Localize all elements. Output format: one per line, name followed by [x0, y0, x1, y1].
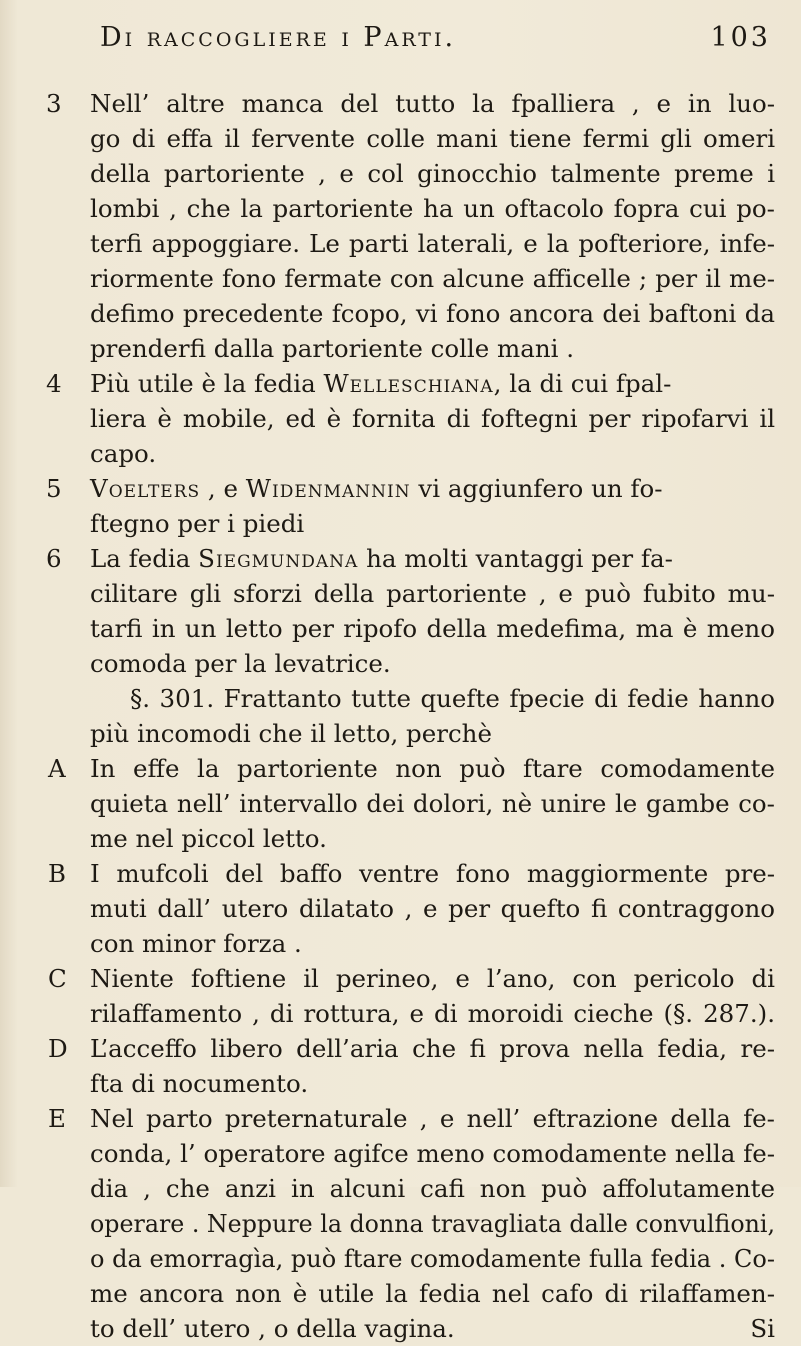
text-line: [0, 786, 801, 821]
text-segment: della partoriente , e col ginocchio talmente preme i: [90, 159, 776, 188]
line-text: [90, 191, 775, 226]
line-text: [90, 1101, 775, 1136]
catchword: Si: [750, 1314, 775, 1343]
text-line: [0, 1241, 801, 1276]
text-line: [0, 401, 801, 436]
text-segment: , e: [200, 474, 246, 503]
line-text: [90, 646, 391, 681]
text-segment: cilitare gli sforzi della partoriente , e può fubito mu-: [90, 579, 775, 608]
text-segment: con minor forza .: [90, 929, 302, 958]
body-text: [0, 86, 801, 1346]
text-line: [0, 226, 801, 261]
text-line: [0, 611, 801, 646]
text-line: [0, 1101, 801, 1136]
small-caps-name: Voelters: [90, 474, 201, 503]
margin-marker: 5: [46, 474, 62, 503]
text-segment: Nel parto preternaturale , e nell’ eftrazione della fe-: [90, 1104, 775, 1133]
line-text: [90, 401, 775, 436]
text-segment: I mufcoli del baffo ventre fono maggiormente pre-: [90, 859, 776, 888]
text-line: [0, 191, 801, 226]
text-segment: ftegno per i piedi: [90, 509, 305, 538]
margin-marker: C: [48, 964, 67, 993]
line-text: [90, 1031, 775, 1066]
text-segment: capo.: [90, 439, 157, 468]
line-text: [90, 821, 327, 856]
text-segment: §. 301. Frattanto tutte quefte fpecie di fedie hanno: [130, 684, 776, 713]
margin-marker: E: [48, 1104, 66, 1133]
text-line: [0, 331, 801, 366]
text-segment: più incomodi che il letto, perchè: [90, 719, 492, 748]
text-line: [0, 1311, 801, 1346]
text-segment: terfi appoggiare. Le parti laterali, e la pofteriore, infe-: [90, 229, 776, 258]
text-segment: prenderfi dalla partoriente colle mani .: [90, 334, 575, 363]
text-line: [0, 1276, 801, 1311]
small-caps-name: Widenmannin: [245, 474, 411, 503]
text-line: [0, 716, 801, 751]
text-line: [0, 856, 801, 891]
text-line: [0, 891, 801, 926]
line-text: [90, 891, 775, 926]
text-line: [0, 681, 801, 716]
text-line: [0, 261, 801, 296]
line-text: [130, 681, 775, 716]
text-segment: Più utile è la fedia: [90, 369, 324, 398]
line-text: [90, 1311, 455, 1346]
text-line: [0, 436, 801, 471]
line-text: [90, 1276, 775, 1311]
text-line: [0, 1171, 801, 1206]
text-line: [0, 366, 801, 401]
text-segment: lombi , che la partoriente ha un oftacolo fopra cui po-: [90, 194, 775, 223]
margin-marker: 4: [46, 369, 62, 398]
text-segment: L’acceffo libero dell’aria che fi prova nella fedia, re-: [90, 1034, 775, 1063]
text-line: [0, 156, 801, 191]
text-line: [0, 471, 801, 506]
text-segment: o da emorragìa, può ftare comodamente fulla fedia . Co-: [90, 1244, 776, 1273]
line-text: [90, 121, 775, 156]
line-text: [90, 1206, 775, 1241]
text-segment: Nell’ altre manca del tutto la fpalliera , e in luo-: [90, 89, 775, 118]
text-line: [0, 1031, 801, 1066]
text-segment: In effe la partoriente non può ftare comodamente: [90, 754, 775, 783]
text-line: [0, 296, 801, 331]
line-text: [90, 1066, 308, 1101]
text-segment: me nel piccol letto.: [90, 824, 327, 853]
page-number: 103: [710, 22, 771, 53]
text-line: [0, 926, 801, 961]
line-text: [90, 1136, 775, 1171]
line-text: [90, 541, 673, 576]
margin-marker: 6: [46, 544, 62, 573]
text-segment: ha molti vantaggi per fa-: [358, 544, 673, 573]
line-text: [90, 716, 492, 751]
text-line: [0, 86, 801, 121]
line-text: [90, 611, 775, 646]
line-text: [90, 506, 304, 541]
text-line: [0, 121, 801, 156]
text-line: [0, 646, 801, 681]
text-line: [0, 961, 801, 996]
text-segment: liera è mobile, ed è fornita di foftegni per ripofarvi il: [90, 404, 776, 433]
line-text: [90, 961, 775, 996]
line-text: [90, 576, 775, 611]
text-segment: riormente fono fermate con alcune afficelle ; per il me-: [90, 264, 776, 293]
text-segment: dia , che anzi in alcuni cafi non può affolutamente: [90, 1174, 775, 1203]
text-segment: tarfi in un letto per ripofo della medefima, ma è meno: [90, 614, 775, 643]
line-text: [90, 156, 775, 191]
text-segment: comoda per la levatrice.: [90, 649, 391, 678]
line-text: [90, 226, 775, 261]
line-text: [90, 926, 302, 961]
text-segment: rilaffamento , di rottura, e di moroidi cieche (§. 287.).: [90, 999, 775, 1028]
text-segment: La fedia: [90, 544, 199, 573]
text-line: [0, 541, 801, 576]
line-text: [90, 296, 775, 331]
line-text: [90, 1171, 775, 1206]
margin-marker: B: [48, 859, 67, 888]
text-segment: quieta nell’ intervallo dei dolori, nè unire le gambe co-: [90, 789, 775, 818]
text-line: [0, 1136, 801, 1171]
text-line: [0, 1206, 801, 1241]
text-segment: go di effa il fervente colle mani tiene fermi gli omeri: [90, 124, 776, 153]
line-text: [90, 331, 574, 366]
text-line: [0, 996, 801, 1031]
line-text: [90, 996, 775, 1031]
text-segment: me ancora non è utile la fedia nel cafo di rilaffamen-: [90, 1279, 775, 1308]
text-line: [0, 1066, 801, 1101]
line-text: [90, 436, 156, 471]
text-line: [0, 821, 801, 856]
text-segment: vi aggiunfero un fo-: [410, 474, 663, 503]
text-segment: Niente foftiene il perineo, e l’ano, con pericolo di: [90, 964, 775, 993]
margin-marker: A: [48, 754, 66, 783]
text-segment: , la di cui fpal-: [493, 369, 672, 398]
text-segment: muti dall’ utero dilatato , e per quefto fi contraggono: [90, 894, 775, 923]
text-segment: fta di nocumento.: [90, 1069, 309, 1098]
small-caps-name: Siegmundana: [198, 544, 359, 573]
margin-marker: D: [48, 1034, 68, 1063]
line-text: [90, 471, 663, 506]
line-text: [90, 261, 775, 296]
text-line: [0, 751, 801, 786]
text-segment: defimo precedente fcopo, vi fono ancora dei baftoni da: [90, 299, 776, 328]
running-header: [100, 10, 771, 60]
line-text: [90, 856, 775, 891]
line-text: [90, 786, 775, 821]
line-text: [90, 1241, 775, 1276]
line-text: [90, 366, 671, 401]
running-title: Di raccogliere i Parti.: [100, 22, 457, 53]
text-segment: operare . Neppure la donna travagliata dalle convulfioni,: [90, 1209, 776, 1238]
small-caps-name: Welleschiana: [323, 369, 494, 398]
margin-marker: 3: [46, 89, 62, 118]
text-line: [0, 506, 801, 541]
line-text: [90, 86, 775, 121]
line-text: [90, 751, 775, 786]
text-segment: conda, l’ operatore agifce meno comodamente nella fe-: [90, 1139, 775, 1168]
text-line: [0, 576, 801, 611]
text-segment: to dell’ utero , o della vagina.: [90, 1314, 455, 1343]
